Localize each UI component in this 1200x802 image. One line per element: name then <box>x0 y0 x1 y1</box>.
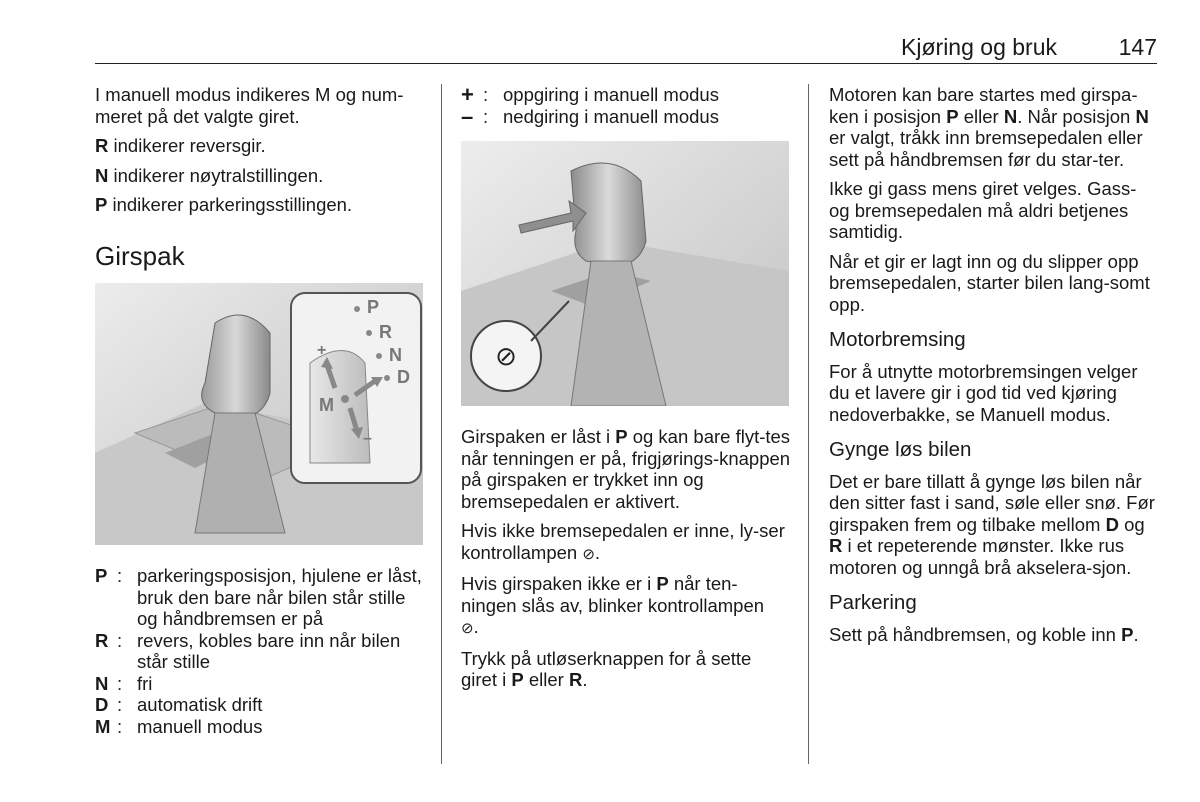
column-2 <box>461 84 791 699</box>
page-header <box>95 34 1157 64</box>
shift-item: – : nedgiring i manuell modus <box>461 103 719 129</box>
legend-item: N : fri <box>95 672 153 694</box>
paragraph-gas: Ikke gi gass mens giret velges. Gass- og bremsepedalen må aldri betjenes samtidig. <box>829 178 1137 242</box>
paragraph-ignition: Hvis girspaken ikke er i P når ten-ningen slås av, blinker kontrollampen ⊘. <box>461 573 791 640</box>
page-number: 147 <box>1118 34 1157 60</box>
paragraph-locked: Girspaken er låst i P og kan bare flyt-tes når tenningen er på, frigjørings-knappen på girspaken er trykket inn og bremsepedalen er aktivert. <box>461 426 791 512</box>
paragraph-intro: I manuell modus indikeres M og num-meret på det valgte giret. <box>95 84 404 127</box>
paragraph-creep: Når et gir er lagt inn og du slipper opp bremsepedalen, starter bilen lang-somt opp. <box>829 250 1150 315</box>
heading-girspak: Girspak <box>95 240 185 271</box>
release-button-figure <box>461 141 789 406</box>
paragraph-r: R indikerer reversgir. <box>95 135 266 156</box>
figure-label-n: N <box>389 345 402 365</box>
column-divider <box>441 84 442 764</box>
gear-lever-illustration <box>95 283 423 545</box>
column-divider <box>808 84 809 764</box>
paragraph-release: Trykk på utløserknappen for å sette giret i P eller R. <box>461 647 752 690</box>
paragraph-n: N indikerer nøytralstillingen. <box>95 164 324 186</box>
figure-label-plus: + <box>317 342 327 359</box>
section-title: Kjøring og bruk <box>901 34 1057 60</box>
shift-item: + : oppgiring i manuell modus <box>461 82 719 107</box>
figure-label-minus: – <box>363 430 372 447</box>
legend-item: R : revers, kobles bare inn når bilen står stille <box>95 629 401 672</box>
heading-gynge: Gynge løs bilen <box>829 438 972 461</box>
figure-label-m: M <box>319 395 334 415</box>
figure-label-d: D <box>397 367 410 387</box>
warning-lamp-icon: ⊘ <box>461 620 474 637</box>
release-button-illustration <box>461 141 789 406</box>
paragraph-start: Motoren kan bare startes med girspa-ken i posisjon P eller N. Når posisjon N er valgt, tråkk inn bremsepedalen eller sett på håndbremsen før du star-ter. <box>829 84 1149 170</box>
paragraph-motorbremsing: For å utnytte motorbremsingen velger du et lavere gir i god tid ved kjøring nedoverbakke, se Manuell modus. <box>829 360 1138 425</box>
figure-label-p: P <box>367 297 380 317</box>
paragraph-gynge: Det er bare tillatt å gynge løs bilen når den sitter fast i sand, søle eller snø. Før girspaken frem og tilbake mellom D og R i et repeterende mønster. Ikke rus motoren og unngå brå akselera-sjon. <box>829 470 1155 578</box>
legend-item: P : parkeringsposisjon, hjulene er låst, bruk den bare når bilen står stille og håndbremsen er på <box>95 565 422 629</box>
heading-parkering: Parkering <box>829 591 917 614</box>
figure-label-r: R <box>379 322 392 342</box>
warning-lamp-icon: ⊘ <box>582 545 595 563</box>
paragraph-p: P indikerer parkeringsstillingen. <box>95 194 353 215</box>
legend-item: D : automatisk drift <box>95 694 263 715</box>
gear-lever-figure <box>95 283 423 545</box>
heading-motorbremsing: Motorbremsing <box>829 328 966 351</box>
release-lamp-icon: ⊘ <box>495 342 517 372</box>
column-3 <box>829 84 1159 653</box>
gear-legend <box>95 565 425 737</box>
legend-item: M : manuell modus <box>95 715 263 737</box>
shift-legend <box>461 84 791 127</box>
paragraph-brake-lamp: Hvis ikke bremsepedalen er inne, ly-ser kontrollampen ⊘. <box>461 520 791 565</box>
paragraph-parkering: Sett på håndbremsen, og koble inn P. <box>829 623 1139 645</box>
column-1 <box>95 84 425 737</box>
